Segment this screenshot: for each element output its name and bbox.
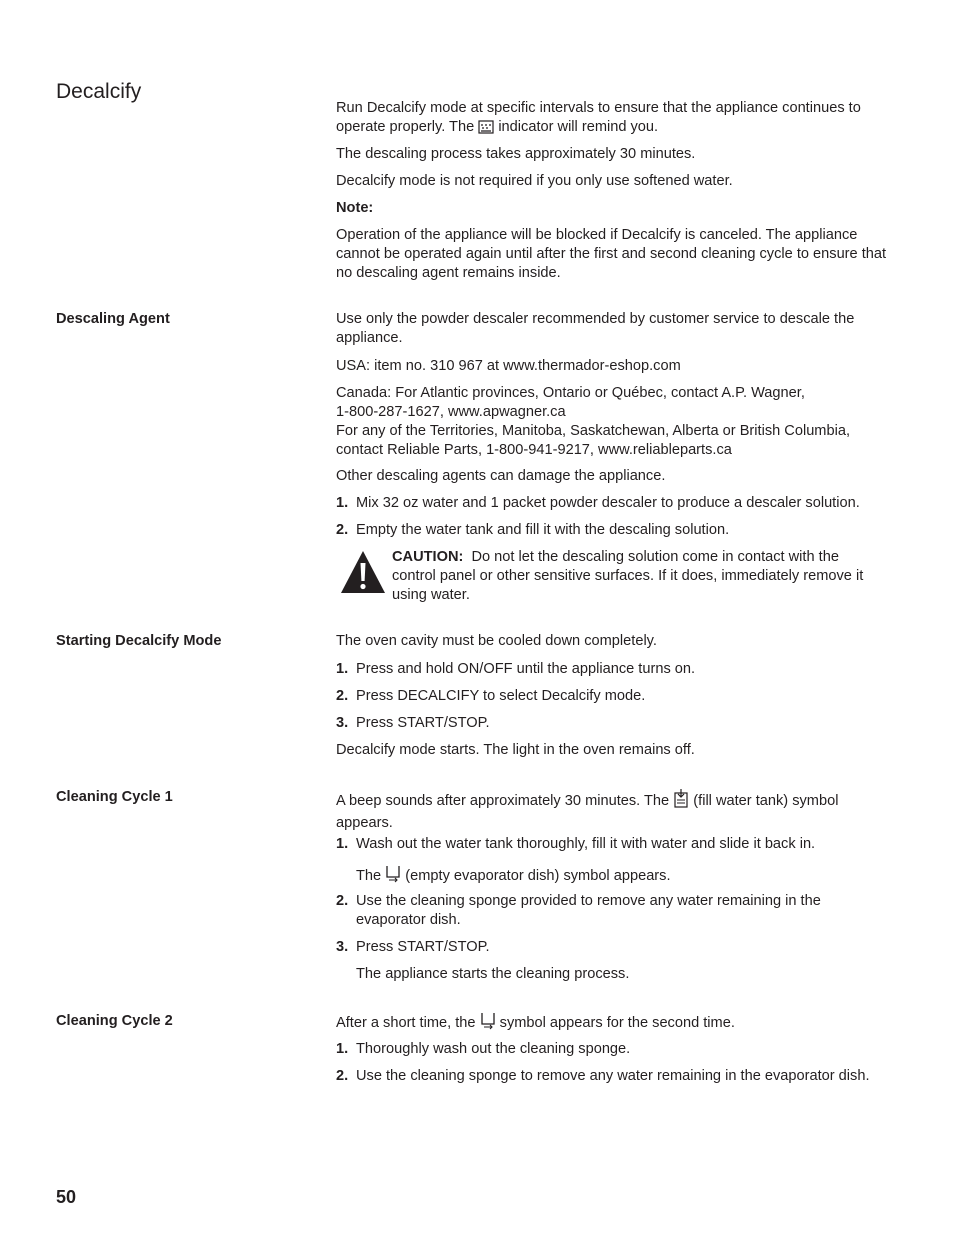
section-heading-cleaning-cycle-1: Cleaning Cycle 1 [56, 789, 173, 805]
note-label: Note: [336, 200, 374, 216]
note-text: Operation of the appliance will be blocked if Decalcify is canceled. The appliance cannot be operated again until after the first and second cleaning cycle to ensure that no descaling agent remains inside. [336, 227, 887, 281]
cycle2-paragraph-1: After a short time, the symbol appears for the second time. [336, 1012, 888, 1036]
step-text: Empty the water tank and fill it with the descaling solution. [356, 522, 730, 538]
fill-water-tank-icon [673, 788, 689, 814]
step-number: 3. [336, 939, 349, 955]
descaling-agent-paragraph-1: Use only the powder descaler recommended by customer service to descale the appliance. [336, 311, 855, 346]
descaling-agent-warning-text: Other descaling agents can damage the appliance. [336, 468, 666, 484]
step-number: 1. [336, 661, 349, 677]
step-number: 1. [336, 495, 349, 511]
intro-paragraph-1: Run Decalcify mode at specific intervals to ensure that the appliance continues to operate properly. The indicator will remind you. [336, 99, 888, 140]
step-text: Use the cleaning sponge to remove any water remaining in the evaporator dish. [356, 1068, 870, 1084]
step-number: 2. [336, 688, 349, 704]
page-title: Decalcify [56, 80, 142, 103]
step-subtext: The appliance starts the cleaning process. [356, 966, 630, 982]
step-text: Press DECALCIFY to select Decalcify mode. [356, 688, 646, 704]
caution-text: Do not let the descaling solution come in contact with the control panel or other sensitive surfaces. If it does, immediately remove it using water. [392, 549, 864, 603]
step-text: Mix 32 oz water and 1 packet powder descaler to produce a descaler solution. [356, 495, 860, 511]
step-subtext: The (empty evaporator dish) symbol appears. [356, 865, 890, 889]
empty-evaporator-dish-icon [385, 865, 401, 889]
step-text: Use the cleaning sponge provided to remove any water remaining in the evaporator dish. [356, 893, 821, 928]
section-heading-starting-decalcify: Starting Decalcify Mode [56, 633, 222, 649]
descaling-agent-canada: Canada: For Atlantic provinces, Ontario or Québec, contact A.P. Wagner, 1-800-287-1627, www.apwagner.ca For any of the Territories, Manitoba, Saskatchewan, Alberta or British Columbia, contact Reliable Parts, 1-800-941-9217, www.reliableparts.ca [336, 385, 850, 458]
section-heading-descaling-agent: Descaling Agent [56, 311, 170, 327]
step-number: 1. [336, 1041, 349, 1057]
step-number: 2. [336, 1068, 349, 1084]
intro-paragraph-2: The descaling process takes approximately 30 minutes. [336, 146, 696, 162]
step-text: Press and hold ON/OFF until the appliance turns on. [356, 661, 696, 677]
descaling-agent-usa: USA: item no. 310 967 at www.thermador-eshop.com [336, 358, 681, 374]
step-number: 2. [336, 893, 349, 909]
starting-paragraph-1: The oven cavity must be cooled down completely. [336, 633, 657, 649]
decalcify-indicator-icon [478, 120, 494, 140]
step-number: 2. [336, 522, 349, 538]
step-number: 3. [336, 715, 349, 731]
caution-label: CAUTION: [392, 549, 464, 565]
step-text: Thoroughly wash out the cleaning sponge. [356, 1041, 631, 1057]
step-text: Press START/STOP. [356, 939, 490, 955]
step-number: 1. [336, 836, 349, 852]
section-heading-cleaning-cycle-2: Cleaning Cycle 2 [56, 1013, 173, 1029]
cycle1-paragraph-1: A beep sounds after approximately 30 minutes. The (fill water tank) symbol appears. [336, 788, 888, 833]
empty-evaporator-dish-icon [480, 1012, 496, 1036]
step-text: Wash out the water tank thoroughly, fill it with water and slide it back in. [356, 836, 816, 852]
page-number: 50 [56, 1187, 77, 1207]
warning-triangle-icon [340, 550, 386, 594]
caution-box [392, 548, 886, 605]
step-text: Press START/STOP. [356, 715, 490, 731]
starting-paragraph-2: Decalcify mode starts. The light in the oven remains off. [336, 742, 695, 758]
intro-paragraph-3: Decalcify mode is not required if you only use softened water. [336, 173, 733, 189]
